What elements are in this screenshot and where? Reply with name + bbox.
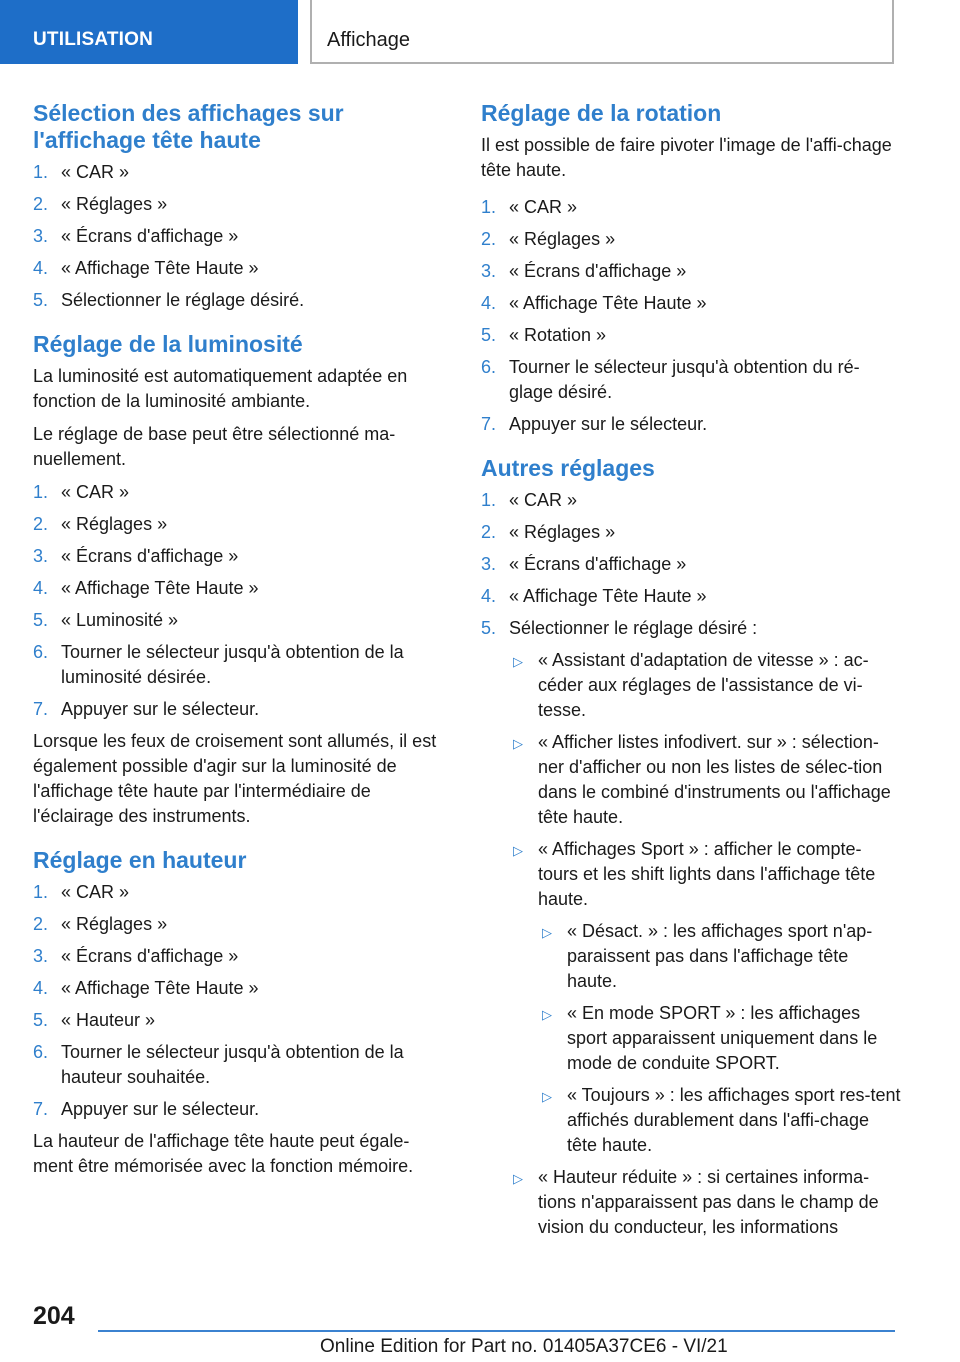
paragraph: La luminosité est automatiquement adaptée en fonction de la luminosité ambiante. — [33, 366, 408, 411]
steps-rotation — [481, 195, 901, 437]
list-item: 3. « Écrans d'affichage » — [481, 554, 687, 574]
triangle-bullet-icon: ▷ — [542, 925, 552, 940]
heading-hauteur: Réglage en hauteur — [33, 847, 247, 873]
list-item: 7. Appuyer sur le sélecteur. — [481, 414, 708, 434]
triangle-bullet-icon: ▷ — [542, 1089, 552, 1104]
triangle-bullet-icon: ▷ — [513, 1171, 523, 1186]
bullet-item: ▷ « Affichages Sport » : afficher le compte-tours et les shift lights dans l'affichage tête haute. ▷ « Désact. » : les affichages sport n'ap‐paraissent pas dans l'affichage tête haute. ▷ « En mode SPORT » : les affichages sport apparaissent uniquement dans le mode de conduite SPORT. ▷ « Toujours » : les affichages sport res‐tent affichés durablement dans l'affi‐chage tête haute. — [509, 837, 901, 1158]
list-item: 5. Sélectionner le réglage désiré : ▷ « Assistant d'adaptation de vitesse » : ac‐céder aux réglages de l'assistance de vi‐tesse. ▷ « Afficher listes infodivert. sur » : sélection‐ner d'afficher ou non les listes de sélec‐tion dans le combiné d'instruments ou l'affichage tête haute. ▷ « Affichages Sport » : afficher le compte-tours et les shift lights dans l'affichage tête haute. ▷ « Désact. » : les affichages sport n'ap‐paraissent pas dans l'affichage tête haute. ▷ « En mode SPORT » : les affichages sport apparaissent uniquement dans le mode de conduite SPORT. ▷ « Toujours » : les affichages sport res‐tent affichés durablement dans l'affi‐chage tête haute. ▷ « Hauteur réduite » : si certaines informa‐tions n'apparaissent pas dans le champ de vision du conducteur, les informations — [481, 616, 901, 1240]
list-item: 1. « CAR » — [481, 490, 578, 510]
bullet-item: ▷ « Désact. » : les affichages sport n'ap‐paraissent pas dans l'affichage tête haute. — [542, 921, 873, 991]
list-item: 4. « Affichage Tête Haute » — [481, 293, 707, 313]
list-item: 1. « CAR » — [33, 482, 130, 502]
list-item: 3. « Écrans d'affichage » — [481, 261, 687, 281]
list-item: 5. « Rotation » — [481, 325, 607, 345]
bullet-item: ▷ « Hauteur réduite » : si certaines informa‐tions n'apparaissent pas dans le champ de vision du conducteur, les informations — [513, 1167, 879, 1237]
list-item: 1. « CAR » — [33, 882, 130, 902]
heading-autres: Autres réglages — [481, 455, 655, 481]
list-item: 4. « Affichage Tête Haute » — [33, 578, 259, 598]
list-item: 2. « Réglages » — [33, 914, 168, 934]
list-item: 5. Sélectionner le réglage désiré. — [33, 290, 305, 310]
triangle-bullet-icon: ▷ — [513, 654, 523, 669]
paragraph: Il est possible de faire pivoter l'image de l'affi‐chage tête haute. — [481, 135, 892, 180]
list-item: 1. « CAR » — [33, 162, 130, 182]
bullet-item: ▷ « En mode SPORT » : les affichages sport apparaissent uniquement dans le mode de conduite SPORT. — [542, 1003, 878, 1073]
right-column — [481, 100, 901, 1247]
chapter-header — [310, 0, 894, 64]
list-item: 2. « Réglages » — [33, 514, 168, 534]
triangle-bullet-icon: ▷ — [513, 843, 523, 858]
page-number: 204 — [33, 1302, 75, 1330]
heading-luminosite: Réglage de la luminosité — [33, 331, 303, 357]
list-item: 2. « Réglages » — [33, 194, 168, 214]
bullet-item: ▷ « Toujours » : les affichages sport res‐tent affichés durablement dans l'affi‐chage tête haute. — [542, 1085, 901, 1155]
list-item: 4. « Affichage Tête Haute » — [33, 258, 259, 278]
list-item: 1. « CAR » — [481, 197, 578, 217]
sub-bullet-list — [538, 919, 901, 1158]
list-item: 5. « Luminosité » — [33, 610, 179, 630]
section-tab — [0, 0, 298, 64]
bullet-item: ▷ « Afficher listes infodivert. sur » : sélection‐ner d'afficher ou non les listes de sélec‐tion dans le combiné d'instruments ou l'affichage tête haute. — [513, 732, 891, 827]
list-item: 2. « Réglages » — [481, 522, 616, 542]
footer-edition: Online Edition for Part no. 01405A37CE6 - VI/21 — [320, 1336, 728, 1357]
list-item: 6. Tourner le sélecteur jusqu'à obtention de la hauteur souhaitée. — [33, 1042, 404, 1087]
list-item: 3. « Écrans d'affichage » — [33, 226, 239, 246]
steps-hauteur — [33, 880, 443, 1122]
list-item: 7. Appuyer sur le sélecteur. — [33, 1099, 260, 1119]
list-item: 4. « Affichage Tête Haute » — [33, 978, 259, 998]
paragraph: Le réglage de base peut être sélectionné ma‐nuellement. — [33, 424, 396, 469]
section-label: UTILISATION — [33, 29, 154, 50]
bullet-list — [509, 648, 901, 1240]
list-item: 6. Tourner le sélecteur jusqu'à obtention du ré‐glage désiré. — [481, 357, 860, 402]
steps-autres — [481, 488, 901, 1240]
list-item: 7. Appuyer sur le sélecteur. — [33, 699, 260, 719]
paragraph: La hauteur de l'affichage tête haute peut égale‐ment être mémorisée avec la fonction mémoire. — [33, 1131, 414, 1176]
heading-rotation: Réglage de la rotation — [481, 100, 722, 126]
list-item: 3. « Écrans d'affichage » — [33, 546, 239, 566]
footer-divider — [98, 1330, 895, 1332]
list-item: 5. « Hauteur » — [33, 1010, 156, 1030]
bullet-item: ▷ « Assistant d'adaptation de vitesse » : ac‐céder aux réglages de l'assistance de vi‐tesse. — [513, 650, 869, 720]
steps-selection — [33, 160, 443, 313]
chapter-title: Affichage — [327, 29, 411, 51]
heading-selection: Sélection des affichages sur l'affichage tête haute — [33, 100, 344, 153]
list-item: 6. Tourner le sélecteur jusqu'à obtention de la luminosité désirée. — [33, 642, 404, 687]
list-item: 3. « Écrans d'affichage » — [33, 946, 239, 966]
triangle-bullet-icon: ▷ — [513, 736, 523, 751]
left-column — [33, 100, 443, 1187]
list-item: 2. « Réglages » — [481, 229, 616, 249]
list-item: 4. « Affichage Tête Haute » — [481, 586, 707, 606]
paragraph: Lorsque les feux de croisement sont allumés, il est également possible d'agir sur la luminosité de l'affichage tête haute par l'intermédiaire de l'éclairage des instruments. — [33, 731, 437, 826]
triangle-bullet-icon: ▷ — [542, 1007, 552, 1022]
steps-luminosite — [33, 480, 443, 722]
